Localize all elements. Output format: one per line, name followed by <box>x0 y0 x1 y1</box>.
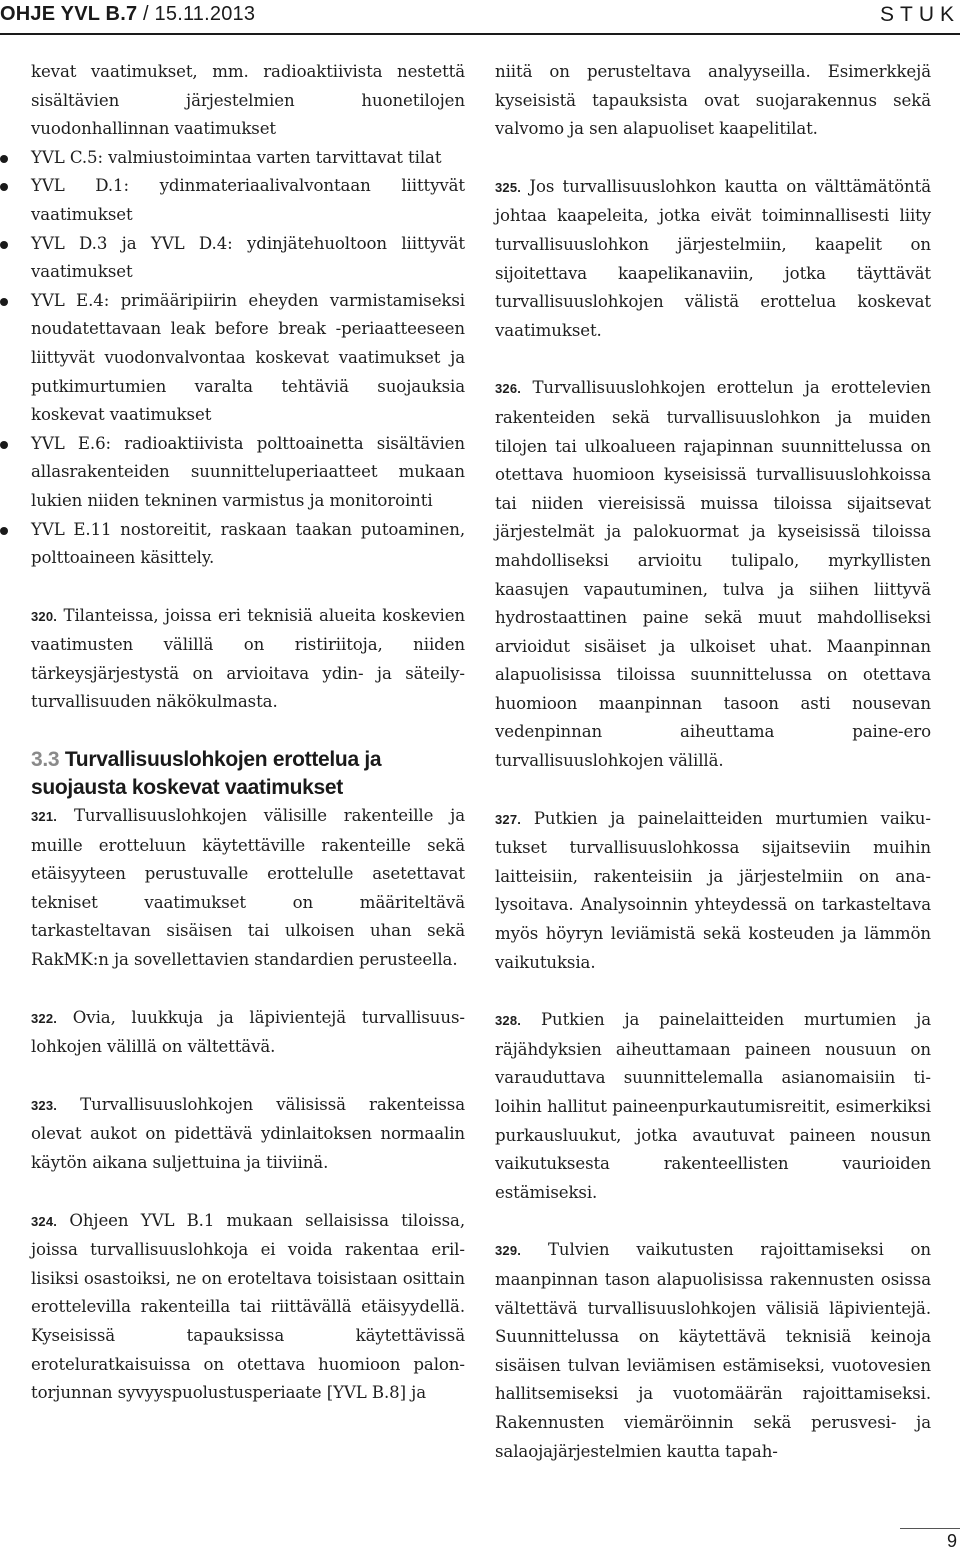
paragraph-321: 321. Turvallisuuslohkojen välisille rakenteille ja muille erotteluun käytettäville rakenteille sekä etäisyyteen perustuvalle erottelulle asetettavat tekniset vaatimukset on määriteltävä tarkasteltavan sisäisen tai ulkoisen uhan sekä RakMK:n ja sovellettavien standardien perusteella. <box>31 806 465 970</box>
bullet-icon <box>0 155 8 163</box>
paragraph-328: 328. Putkien ja painelaitteiden murtumien ja räjähdyksien aiheuttamaan paineen nousuun on varauduttava suunnittelemalla asianomaisiin tiloihin hallitut paineenpurkautumisreitit, esimerkiksi purkausluukut, jotka avautuvat paineen nousun vaikutuksesta rakenteellisten vaurioiden estämiseksi. <box>495 1010 931 1202</box>
list-item: YVL E.11 nostoreitit, raskaan taakan putoaminen, polttoaineen käsittely. <box>31 516 465 573</box>
list-item: YVL D.1: ydinmateriaalivalvontaan liittyvät vaatimukset <box>31 172 465 229</box>
paragraph-number: 328. <box>495 1013 522 1029</box>
left-column <box>31 58 465 1408</box>
list-item: YVL E.6: radioaktiivista polttoainetta sisältävien allasrakenteiden suunnitteluperiaatteet mukaan lukien niiden tekninen varmistus ja monitorointi <box>31 430 465 516</box>
paragraph-continuation: niitä on perusteltava analyyseilla. Esimerkkejä kyseisistä tapauksista ovat suojarakennus sekä valvomo ja sen alapuoliset kaapelitilat. <box>495 62 931 139</box>
paragraph-329: 329. Tulvien vaikutusten rajoittamiseksi on maanpinnan tason alapuolisissa rakennusten osissa vältettävä turvallisuuslohkojen välisiä läpivientejä. Suunnittelussa on käytettävä teknisiä keinoja sisäisen tulvan leviämisen estämiseksi, vuotovesien hallitsemiseksi ja vuotomäärän rajoittamiseksi. Rakennusten viemäröinnin sekä perusvesi- ja salaojajärjestelmien kautta tapah- <box>495 1240 931 1461</box>
paragraph-number: 325. <box>495 179 522 195</box>
bullet-icon <box>0 441 8 449</box>
paragraph-323: 323. Turvallisuuslohkojen välisissä rakenteissa olevat aukot on pidettävä ydinlaitoksen normaalin käytön aikana suljettuina ja tiiviinä. <box>31 1094 465 1172</box>
list-item: YVL E.4: primääripiirin eheyden varmistamiseksi noudatettavaan leak before break -periaatteeseen liittyvät vuodonvalvontaa koskevat vaatimukset ja putkimurtumien varalta tehtäviä suojauksia koskevat vaatimukset <box>31 287 465 430</box>
paragraph-number: 329. <box>495 1243 522 1259</box>
paragraph-325: 325. Jos turvallisuuslohkon kautta on välttämätöntä johtaa kaapeleita, jotka eivät toiminnallisesti liity turvallisuuslohkon järjestelmiin, kaapelit on sijoitettava kaapelikanaviin, jotka täyttävät turvallisuuslohkojen välistä erottelua koskevat vaatimukset. <box>495 176 931 340</box>
paragraph-number: 321. <box>31 809 58 825</box>
bullet-icon <box>0 298 8 306</box>
page-number-rule <box>900 1528 960 1529</box>
section-number: 3.3 <box>31 748 60 772</box>
page-number: 9 <box>946 1531 957 1551</box>
document-date: / 15.11.2013 <box>137 3 256 25</box>
paragraph-number: 320. <box>31 608 58 624</box>
header-rule <box>0 33 960 35</box>
document-code: OHJE YVL B.7 <box>0 3 138 25</box>
paragraph-322: 322. Ovia, luukkuja ja läpivientejä turvallisuuslohkojen välillä on vältettävä. <box>31 1007 465 1057</box>
paragraph-number: 322. <box>31 1010 58 1026</box>
list-item: YVL C.5: valmiustoimintaa varten tarvittavat tilat <box>31 144 465 173</box>
paragraph-number: 327. <box>495 811 522 827</box>
section-title: Turvallisuuslohkojen erottelua ja suojausta koskevat vaatimukset <box>31 748 382 800</box>
running-header <box>0 3 255 26</box>
section-heading <box>31 746 465 802</box>
paragraph-number: 323. <box>31 1097 58 1113</box>
paragraph-326: 326. Turvallisuuslohkojen erottelun ja erottelevien rakenteiden sekä turvallisuuslohkon ja muiden tilojen tai ulkoalueen rajapinnan suunnittelussa on otettava huomioon kyseisissä turvallisuuslohkoissa tai niiden viereisissä muissa tiloissa sijaitsevat järjestelmät ja palokuormat ja kyseisissä tiloissa mahdolliseksi arvioitu tulipalo, myrkyllisten kaasujen vapautuminen, tulva ja siihen liittyvä hydrostaattinen paine sekä muut mahdolliseksi arvioidut sisäiset ja ulkoiset uhat. Maanpinnan alapuolisissa tiloissa suunnittelussa on otettava huomioon maanpinnan tasoon asti nousevan vedenpinnan aiheuttama paine-ero turvallisuuslohkojen välillä. <box>495 378 931 771</box>
list-item: YVL D.3 ja YVL D.4: ydinjätehuoltoon liittyvät vaatimukset <box>31 230 465 287</box>
paragraph-324: 324. Ohjeen YVL B.1 mukaan sellaisissa tiloissa, joissa turvallisuuslohkoja ei voida rakentaa erillisiksi osastoiksi, ne on eroteltava toisistaan osittain erottelevilla rakenteilla tai riittävällä etäisyydellä. Kyseisissä tapauksissa käytettävissä eroteluratkaisuissa on otettava huomioon palontorjunnan syvyyspuolustusperiaate [YVL B.8] ja <box>31 1210 465 1403</box>
reference-list <box>31 144 465 573</box>
paragraph-327: 327. Putkien ja painelaitteiden murtumien vaikutukset turvallisuuslohkossa sijaitseviin muihin laitteisiin, rakenteisiin ja järjestelmiin on analysoitava. Analysoinnin yhteydessä on tarkasteltava myös höyryn leviämistä sekä kosteuden ja lämmön vaikutuksia. <box>495 808 931 972</box>
paragraph-number: 326. <box>495 381 522 397</box>
bullet-icon <box>0 183 8 191</box>
paragraph-320: 320. Tilanteissa, joissa eri teknisiä alueita koskevien vaatimusten välillä on ristiriitoja, niiden tärkeysjärjestystä on arvioitava ydin- ja säteilyturvallisuuden näkökulmasta. <box>31 605 465 712</box>
page-header <box>0 0 960 38</box>
bullet-icon <box>0 527 8 535</box>
paragraph-number: 324. <box>31 1213 58 1229</box>
bullet-continuation: kevat vaatimukset, mm. radioaktiivista nestettä sisältävien järjestelmien huonetilojen vuodonhallinnan vaatimukset <box>31 62 465 139</box>
right-column <box>495 58 931 1466</box>
brand-logo-text: STUK <box>879 3 960 26</box>
bullet-icon <box>0 241 8 249</box>
